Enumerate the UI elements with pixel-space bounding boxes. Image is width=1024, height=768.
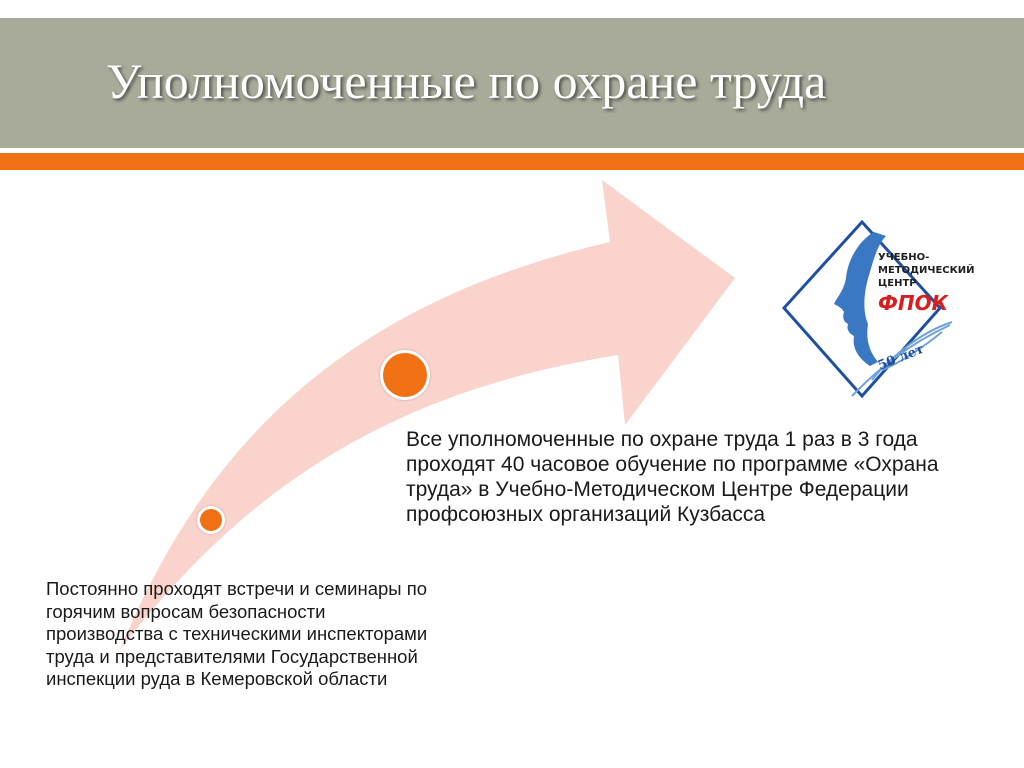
timeline-dot-large — [380, 350, 430, 400]
logo-years: 50 лет — [875, 341, 927, 374]
timeline-dot-small — [197, 506, 225, 534]
logo-brand: ФПОК — [878, 291, 948, 315]
slide-title: Уполномоченные по охране труда — [106, 53, 827, 109]
training-info-text: Все уполномоченные по охране труда 1 раз в 3 года проходят 40 часовое обучение по программе «Охрана труда» в Учебно-Методическом Центре Федерации профсоюзных организаций Кузбасса — [406, 428, 939, 526]
logo-text-line1: УЧЕБНО- — [878, 252, 930, 263]
meetings-info-text: Постоянно проходят встречи и семинары по горячим вопросам безопасности производства с техническими инспекторами труда и представителями Государственной инспекции руда в Кемеровской области — [46, 578, 428, 689]
logo-text-line3: ЦЕНТР — [878, 278, 917, 289]
ufpok-logo — [782, 220, 1012, 405]
logo-text-line2: МЕТОДИЧЕСКИЙ — [878, 265, 975, 276]
